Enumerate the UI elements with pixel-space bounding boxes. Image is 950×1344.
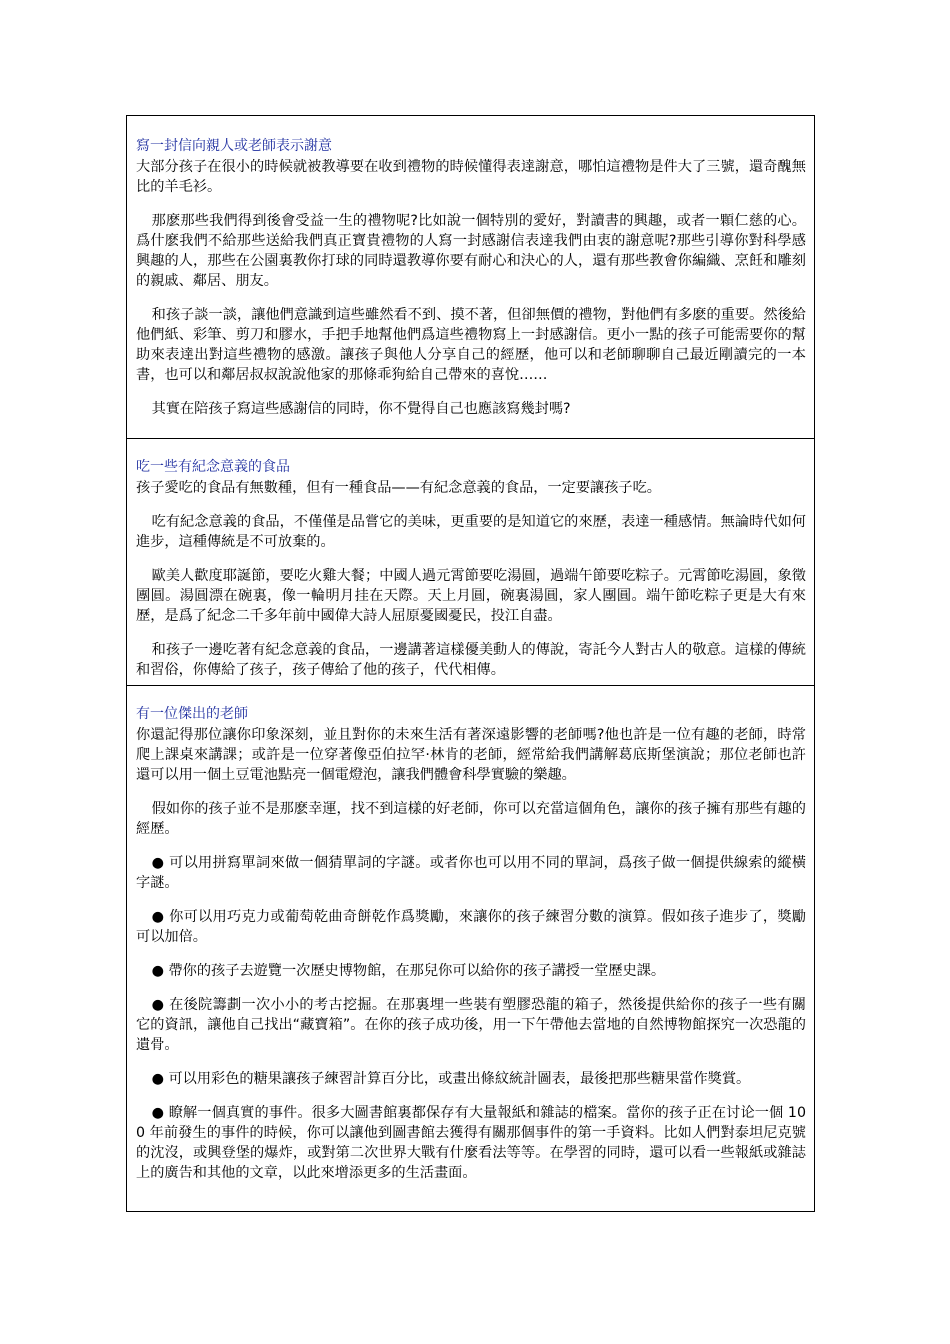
section-commemorative-food — [127, 438, 814, 685]
document-table — [126, 115, 815, 1212]
paragraph: 你還記得那位讓你印象深刻，並且對你的未來生活有著深遠影響的老師嗎?他也許是一位有趣的老師，時常爬上課桌來講課；或許是一位穿著像亞伯拉罕·林肯的老師，經常給我們講解葛底斯堡演說；那位老師也許還可以用一個土豆電池點亮一個電燈泡，讓我們體會科學實驗的樂趣。 — [136, 727, 806, 783]
section-title: 吃一些有紀念意義的食品 — [136, 459, 290, 475]
paragraph: 吃有紀念意義的食品，不僅僅是品嘗它的美味，更重要的是知道它的來歷，表達一種感情。無論時代如何進步，這種傳統是不可放棄的。 — [136, 514, 806, 550]
paragraph: 歐美人歡度耶誕節，要吃火雞大餐；中國人過元霄節要吃湯圓，過端午節要吃粽子。元霄節吃湯圓，象徵團圓。湯圓漂在碗裏，像一輪明月挂在天際。天上月圓，碗裏湯圓，家人團圓。端午節吃粽子更是大有來歷，是爲了紀念二千多年前中國偉大詩人屈原憂國憂民，投江自盡。 — [136, 568, 806, 624]
section-title: 有一位傑出的老師 — [136, 706, 248, 722]
bullet-paragraph: ● 可以用彩色的糖果讓孩子練習計算百分比，或畫出條紋統計圖表，最後把那些糖果當作獎賞。 — [151, 1071, 751, 1087]
section-outstanding-teacher — [127, 685, 814, 1211]
paragraph: 和孩子一邊吃著有紀念意義的食品，一邊講著這樣優美動人的傳說，寄託今人對古人的敬意。這樣的傳統和習俗，你傳給了孩子，孩子傳給了他的孩子，代代相傳。 — [136, 642, 806, 678]
bullet-paragraph: ● 帶你的孩子去遊覽一次歷史博物館，在那兒你可以給你的孩子講授一堂歷史課。 — [151, 963, 666, 979]
paragraph: 孩子愛吃的食品有無數種，但有一種食品——有紀念意義的食品，一定要讓孩子吃。 — [136, 480, 661, 496]
paragraph: 和孩子談一談，讓他們意識到這些雖然看不到、摸不著，但卻無價的禮物，對他們有多麽的重要。然後給他們紙、彩筆、剪刀和膠水，手把手地幫他們爲這些禮物寫上一封感謝信。更小一點的孩子可能需要你的幫助來表達出對這些禮物的感激。讓孩子與他人分享自己的經歷，他可以和老師聊聊自己最近剛讀完的一本書，也可以和鄰居叔叔說說他家的那條乖狗給自己帶來的喜悅…… — [136, 307, 806, 383]
paragraph: 其實在陪孩子寫這些感謝信的同時，你不覺得自己也應該寫幾封嗎? — [151, 401, 571, 417]
bullet-paragraph: ● 在後院籌劃一次小小的考古挖掘。在那裏埋一些裝有塑膠恐龍的箱子，然後提供給你的孩子一些有關它的資訊，讓他自己找出“藏寶箱”。在你的孩子成功後，用一下午帶他去當地的自然博物館探究一次恐龍的遺骨。 — [136, 997, 806, 1053]
section-title: 寫一封信向親人或老師表示謝意 — [136, 138, 332, 154]
bullet-paragraph: ● 你可以用巧克力或葡萄乾曲奇餅乾作爲獎勵，來讓你的孩子練習分數的演算。假如孩子進步了，獎勵可以加倍。 — [136, 909, 806, 945]
bullet-paragraph: ● 可以用拼寫單詞來做一個猜單詞的字謎。或者你也可以用不同的單詞，爲孩子做一個提供線索的縱橫字謎。 — [136, 855, 806, 891]
paragraph: 那麽那些我們得到後會受益一生的禮物呢?比如說一個特別的愛好，對讀書的興趣，或者一顆仁慈的心。爲什麽我們不給那些送給我們真正寶貴禮物的人寫一封感謝信表達我們由衷的謝意呢?那些引導你對科學感興趣的人，那些在公園裏教你打球的同時還教導你要有耐心和決心的人，還有那些教會你編織、烹飪和雕刻的親戚、鄰居、朋友。 — [136, 213, 806, 289]
paragraph: 大部分孩子在很小的時候就被教導要在收到禮物的時候懂得表達謝意，哪怕這禮物是件大了三號，還奇醜無比的羊毛衫。 — [136, 159, 806, 195]
section-thank-you-letter — [127, 116, 814, 438]
paragraph: 假如你的孩子並不是那麽幸運，找不到這樣的好老師，你可以充當這個角色，讓你的孩子擁有那些有趣的經歷。 — [136, 801, 806, 837]
bullet-paragraph: ● 瞭解一個真實的事件。很多大圖書館裏都保存有大量報紙和雜誌的檔案。當你的孩子正在讨论一個 100 年前發生的事件的時候，你可以讓他到圖書館去獲得有關那個事件的第一手資料。比如人們對泰坦尼克號的沈沒，或興登堡的爆炸，或對第二次世界大戰有什麼看法等等。在學習的同時，還可以看一些報紙或雜誌上的廣告和其他的文章，以此來增添更多的生活畫面。 — [136, 1105, 806, 1181]
